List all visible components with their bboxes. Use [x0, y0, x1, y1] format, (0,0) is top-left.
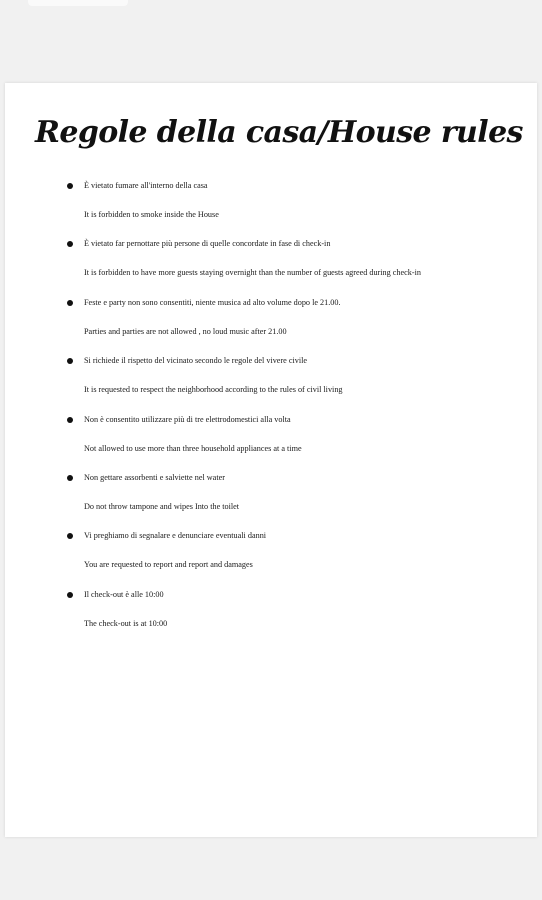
rule-item [5, 294, 537, 352]
rule-italian: Si richiede il rispetto del vicinato secondo le regole del vivere civile [84, 356, 308, 366]
rule-item [5, 586, 537, 644]
rule-item [5, 235, 537, 293]
rule-italian: Feste e party non sono consentiti, niente musica ad alto volume dopo le 21.00. [84, 297, 341, 307]
rule-italian: Il check-out è alle 10:00 [84, 589, 164, 599]
rules-list [5, 177, 537, 644]
bullet-icon [67, 592, 73, 598]
top-edge-highlight [28, 0, 128, 6]
rule-italian: Vi preghiamo di segnalare e denunciare eventuali danni [84, 531, 267, 541]
rule-italian: È vietato far pernottare più persone di quelle concordate in fase di check-in [84, 239, 331, 249]
rule-item [5, 411, 537, 469]
document-page [5, 83, 537, 837]
bullet-icon [67, 300, 73, 306]
rule-item [5, 469, 537, 527]
rule-english: You are requested to report and report and damages [84, 560, 253, 570]
bullet-icon [67, 533, 73, 539]
rule-italian: Non gettare assorbenti e salviette nel water [84, 472, 225, 482]
rule-english: Not allowed to use more than three household appliances at a time [84, 443, 302, 453]
rule-english: The check-out is at 10:00 [84, 618, 168, 628]
bullet-icon [67, 475, 73, 481]
rule-item [5, 352, 537, 410]
bullet-icon [67, 183, 73, 189]
rule-english: Parties and parties are not allowed , no loud music after 21.00 [84, 326, 287, 336]
rule-english: Do not throw tampone and wipes Into the toilet [84, 501, 240, 511]
document-title: Regole della casa/House rules [35, 115, 523, 150]
rule-english: It is requested to respect the neighborhood according to the rules of civil living [84, 385, 343, 395]
rule-italian: Non è consentito utilizzare più di tre elettrodomestici alla volta [84, 414, 291, 424]
rule-item [5, 177, 537, 235]
rule-italian: È vietato fumare all'interno della casa [84, 181, 208, 190]
rule-item [5, 527, 537, 585]
bullet-icon [67, 358, 73, 364]
bullet-icon [67, 241, 73, 247]
rule-english: It is forbidden to smoke inside the House [84, 210, 219, 219]
rule-english: It is forbidden to have more guests staying overnight than the number of guests agreed during check-in [84, 268, 421, 278]
bullet-icon [67, 417, 73, 423]
